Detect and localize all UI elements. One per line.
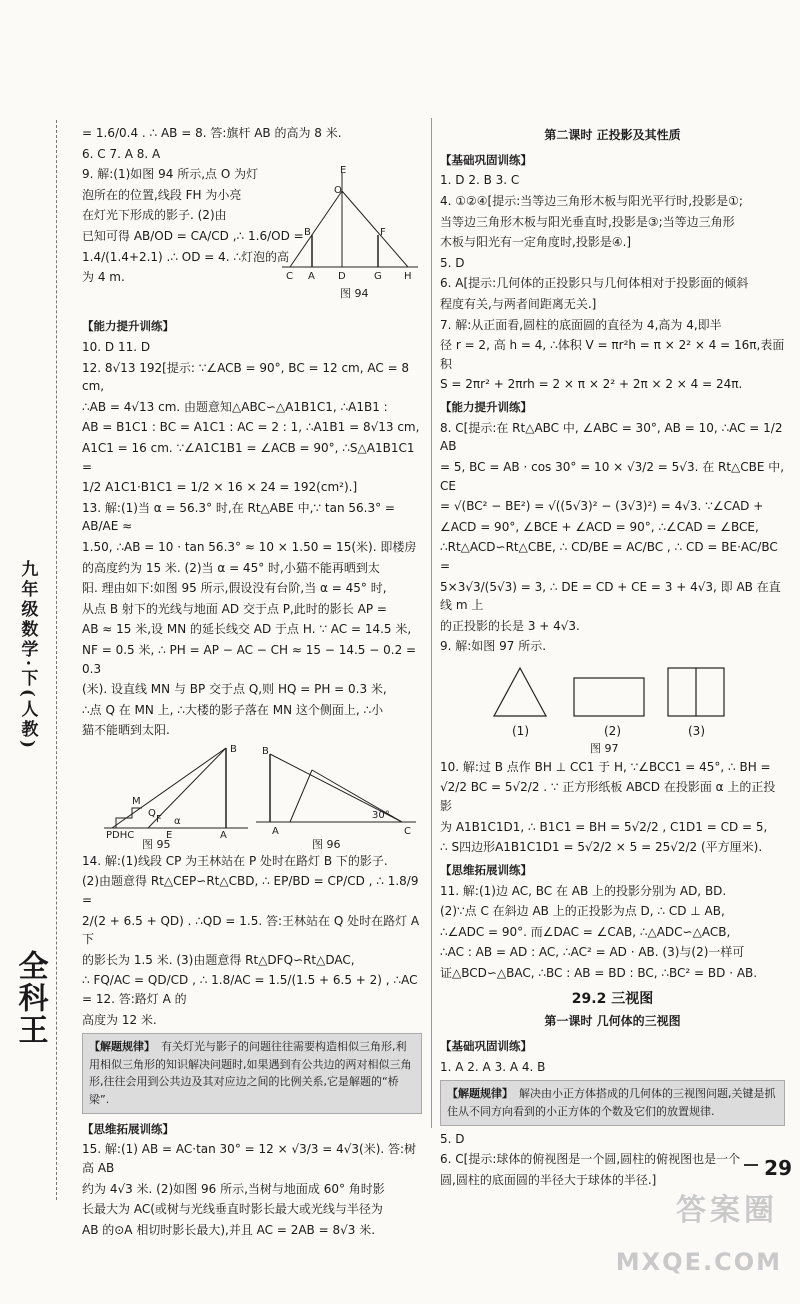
answer-line: 的高度约为 15 米. (2)当 α = 45° 时,小猫不能再晒到太 [82, 560, 380, 575]
tip-label: 【解题规律】 [447, 1087, 513, 1101]
answer-line: 在灯光下形成的影子. (2)由 [82, 208, 227, 223]
view-rectangle [574, 678, 644, 716]
answer-line: AB 的⊙A 相切时影长最大),并且 AC = 2AB = 8√3 米. [82, 1222, 376, 1237]
label-C: C [404, 825, 411, 837]
view-triangle [494, 668, 546, 716]
label-C: C [286, 271, 293, 283]
solution-tip-box [82, 1033, 422, 1113]
label-E: E [166, 829, 173, 838]
answer-line: 1.50, ∴AB = 10 · tan 56.3° ≈ 10 × 1.50 = 15(米). 即楼房 [82, 539, 417, 554]
answer-line: 9. 解:(1)如图 94 所示,点 O 为灯 [82, 167, 259, 182]
answer-line: 5. D [440, 1131, 465, 1146]
chapter-heading: 29.2 三视图 [571, 990, 654, 1007]
watermark-url: MXQE.COM [615, 1248, 782, 1276]
tip-text: 解决由小正方体搭成的几何体的三视图问题,关键是抓住从不同方向看到的小正方体的个数及它们的放置规律. [447, 1087, 776, 1118]
answer-line: ∴∠ADC = 90°. 而∠DAC = ∠CAB, ∴△ADC∽△ACB, [440, 924, 731, 939]
label-E: E [340, 165, 347, 177]
figure-96 [252, 742, 422, 838]
answer-line: (米). 设直线 MN 与 BP 交于点 Q,则 HQ = PH = 0.3 米, [82, 682, 387, 697]
answer-line: 径 r = 2, 高 h = 4, ∴体积 V = πr²h = π × 2² × 4 = 16π,表面积 [440, 338, 785, 371]
answer-line: √2/2 BC = 5√2/2 . ∵ 正方形纸板 ABCD 在投影面 α 上的正投影 [440, 780, 776, 814]
section-heading: 【能力提升训练】 [440, 399, 532, 414]
figure-94-caption: 图 94 [340, 287, 369, 301]
answer-line: 从点 B 射下的光线与地面 AD 交于点 P,此时的影长 AP = [82, 601, 387, 616]
answer-line: 泡所在的位置,线段 FH 为小亮 [82, 187, 242, 202]
label-G: G [374, 271, 382, 283]
answer-line: ∴ FQ/AC = QD/CD , ∴ 1.8/AC = 1.5/(1.5 + 6.5 + 2) , ∴AC = 12. 答:路灯 A 的 [82, 973, 418, 1007]
label-A: A [308, 271, 315, 283]
label-alpha: α [174, 815, 181, 827]
left-column [82, 124, 422, 1241]
label-M: M [132, 795, 141, 807]
answer-line: 1/2 A1C1·B1C1 = 1/2 × 16 × 24 = 192(cm²).] [82, 480, 358, 495]
answer-line: 证△BCD∽△BAC, ∴BC : AB = BD : BC, ∴BC² = BD · AB. [440, 966, 758, 981]
label-Q: Q [148, 807, 156, 819]
answer-line: 11. 解:(1)边 AC, BC 在 AB 上的投影分别为 AD, BD. [440, 883, 727, 898]
answer-line: 长最大为 AC(或树与光线垂直时影长最大或光线与半径为 [82, 1202, 383, 1217]
column-divider [431, 118, 432, 1128]
binding-spine [0, 120, 57, 1200]
answer-line: AB ≈ 15 米,设 MN 的延长线交 AD 于点 H. ∵ AC = 14.5 米, [82, 622, 412, 637]
answer-line: 13. 解:(1)当 α = 56.3° 时,在 Rt△ABE 中,∵ tan 56.3° = AB/AE ≈ [82, 500, 395, 534]
answer-line: 约为 4√3 米. (2)如图 96 所示,当树与地面成 60° 角时影 [82, 1181, 385, 1196]
answer-line: (2)由题意得 Rt△CEP∽Rt△CBD, ∴ EP/BD = CP/CD , ∴ 1.8/9 = [82, 874, 419, 908]
brand-logo: 全科王 [12, 950, 48, 1046]
page-number-dash [744, 1164, 758, 1166]
label-F: F [156, 813, 162, 825]
page-number: 29 [764, 1156, 792, 1180]
section-heading: 【能力提升训练】 [82, 319, 174, 334]
tip-text: 有关灯光与影子的问题往往需要构造相似三角形,利用相似三角形的知识解决问题时,如果遇到有公共边的两对相似三角形,往往会用到公共边及其对应边之间的比例关系,它是解题的“桥梁”. [89, 1040, 412, 1106]
answer-line: 5. D [440, 255, 465, 270]
answer-line: 12. 8√13 192[提示: ∵∠ACB = 90°, BC = 12 cm, AC = 8 cm, [82, 360, 410, 394]
answer-line: 的正投影的长是 3 + 4√3. [440, 618, 580, 633]
answer-line: ∴点 Q 在 MN 上, ∴大楼的影子落在 MN 这个侧面上, ∴小 [82, 702, 384, 717]
answer-line: 1.4/(1.4+2.1) .∴ OD = 4. ∴灯泡的高 [82, 249, 290, 264]
figure-97 [440, 658, 785, 758]
answer-line: = √(BC² − BE²) = √((5√3)² − (3√3)²) = 4√3. ∵∠CAD + [440, 499, 764, 514]
figure-97-caption: 图 97 [590, 741, 619, 755]
figure-96-caption: 图 96 [312, 837, 341, 851]
book-title: 九年级数学·下(人教) [17, 560, 38, 752]
answer-line: ∴ S四边形A1B1C1D1 = 5√2/2 × 5 = 25√2/2 (平方厘米). [440, 840, 763, 855]
answer-line: A1C1 = 16 cm. ∵∠A1C1B1 = ∠ACB = 90°, ∴S△A1B1C1 = [82, 440, 415, 474]
question-9 [82, 165, 422, 315]
answer-line: ∴AC : AB = AD : AC, ∴AC² = AD · AB. (3)与(2)一样可 [440, 945, 745, 960]
label-B: B [262, 745, 269, 757]
answer-line: AB = B1C1 : BC = A1C1 : AC = 2 : 1, ∴A1B1 = 8√13 cm, [82, 420, 420, 435]
answer-line: ∴Rt△ACD∽Rt△CBE, ∴ CD/BE = AC/BC , ∴ CD = BE·AC/BC = [440, 540, 778, 573]
label-A: A [272, 825, 279, 837]
watermark: 答案圈 [676, 1193, 778, 1228]
label-PDHC: PDHC [106, 829, 135, 838]
label-F: F [380, 227, 386, 239]
answer-line: = 1.6/0.4 . ∴ AB = 8. 答:旗杆 AB 的高为 8 米. [82, 126, 342, 140]
right-column [440, 124, 785, 1191]
answer-line: 猫不能晒到太阳. [82, 723, 170, 738]
answer-line: 6. C[提示:球体的俯视图是一个圆,圆柱的俯视图也是一个 [440, 1152, 741, 1167]
answer-line: 1. D 2. B 3. C [440, 173, 520, 188]
answer-line: 8. C[提示:在 Rt△ABC 中, ∠ABC = 30°, AB = 10, ∴AC = 1/2 AB [440, 420, 783, 454]
answer-line: 木板与阳光有一定角度时,投影是④.] [440, 235, 632, 250]
answer-line: 15. 解:(1) AB = AC·tan 30° = 12 × √3/3 = 4√3(米). 答:树高 AB [82, 1142, 417, 1175]
answer-line: (2)∵点 C 在斜边 AB 上的正投影为点 D, ∴ CD ⊥ AB, [440, 904, 725, 919]
label-B: B [304, 227, 311, 239]
answer-line: NF = 0.5 米, ∴ PH = AP − AC − CH ≈ 15 − 14.5 − 0.2 = 0.3 [82, 642, 417, 676]
figure-95 [102, 742, 252, 838]
answer-line: ∠ACD = 90°, ∠BCE + ∠ACD = 90°, ∴∠CAD = ∠BCE, [440, 519, 759, 534]
answer-line: 已知可得 AB/OD = CA/CD ,∴ 1.6/OD = [82, 228, 304, 243]
figure-97-label-2: (2) [604, 723, 621, 738]
answer-line: 1. A 2. A 3. A 4. B [440, 1059, 546, 1074]
section-heading: 【思维拓展训练】 [82, 1121, 174, 1136]
answer-line: 5×3√3/(5√3) = 3, ∴ DE = CD + CE = 3 + 4√3, 即 AB 在直线 m 上 [440, 579, 781, 613]
label-30deg: 30° [372, 809, 390, 821]
answer-line: 高度为 12 米. [82, 1012, 157, 1027]
answer-line: 阳. 理由如下:如图 95 所示,假设没有台阶,当 α = 45° 时, [82, 581, 387, 596]
answer-line: 6. C 7. A 8. A [82, 146, 161, 161]
section-heading: 【基础巩固训练】 [440, 1038, 532, 1053]
lesson-title: 第二课时 正投影及其性质 [544, 128, 681, 142]
figures-95-96 [82, 742, 422, 852]
figure-97-drawing [490, 664, 730, 724]
answer-line: 10. 解:过 B 点作 BH ⊥ CC1 于 H, ∵∠BCC1 = 45°, ∴ BH = [440, 759, 771, 774]
answer-line: 2/(2 + 6.5 + QD) . ∴QD = 1.5. 答:王林站在 Q 处时在路灯 A 下 [82, 913, 420, 947]
answer-line: 当等边三角形木板与阳光垂直时,投影是③;当等边三角形 [440, 214, 735, 229]
answer-line: ∴AB = 4√13 cm. 由题意知△ABC∽△A1B1C1, ∴A1B1 : [82, 399, 388, 414]
figure-97-label-3: (3) [688, 723, 705, 738]
answer-line: 9. 解:如图 97 所示. [440, 639, 547, 654]
figure-94 [278, 165, 423, 285]
label-D: D [338, 271, 346, 283]
answer-line: 10. D 11. D [82, 340, 151, 354]
answer-line: 6. A[提示:几何体的正投影只与几何体相对于投影面的倾斜 [440, 276, 749, 291]
label-B: B [230, 743, 237, 755]
figure-97-label-1: (1) [512, 723, 529, 738]
answer-line: 程度有关,与两者间距离无关.] [440, 296, 597, 311]
answer-line: 7. 解:从正面看,圆柱的底面圆的直径为 4,高为 4,即半 [440, 317, 722, 332]
lesson-title: 第一课时 几何体的三视图 [544, 1014, 681, 1029]
answer-line: = 5, BC = AB · cos 30° = 10 × √3/2 = 5√3. 在 Rt△CBE 中, CE [440, 459, 785, 493]
answer-line: 为 4 m. [82, 270, 125, 285]
label-H: H [404, 271, 412, 283]
figure-95-caption: 图 95 [142, 837, 171, 851]
answer-line: S = 2πr² + 2πrh = 2 × π × 2² + 2π × 2 × 4 = 24π. [440, 377, 743, 392]
section-heading: 【基础巩固训练】 [440, 152, 532, 167]
answer-line: 圆,圆柱的底面圆的半径大于球体的半径.] [440, 1172, 657, 1187]
answer-line: 14. 解:(1)线段 CP 为王林站在 P 处时在路灯 B 下的影子. [82, 853, 388, 868]
solution-tip-box [440, 1080, 785, 1125]
answer-line: 为 A1B1C1D1, ∴ B1C1 = BH = 5√2/2 , C1D1 = CD = 5, [440, 819, 768, 834]
label-A: A [220, 829, 227, 838]
tip-label: 【解题规律】 [89, 1040, 155, 1054]
section-heading: 【思维拓展训练】 [440, 862, 532, 877]
answer-line: 4. ①②④[提示:当等边三角形木板与阳光平行时,投影是①; [440, 194, 743, 208]
answer-line: 的影长为 1.5 米. (3)由题意得 Rt△DFQ∽Rt△DAC, [82, 952, 355, 967]
label-O: O [334, 185, 342, 197]
